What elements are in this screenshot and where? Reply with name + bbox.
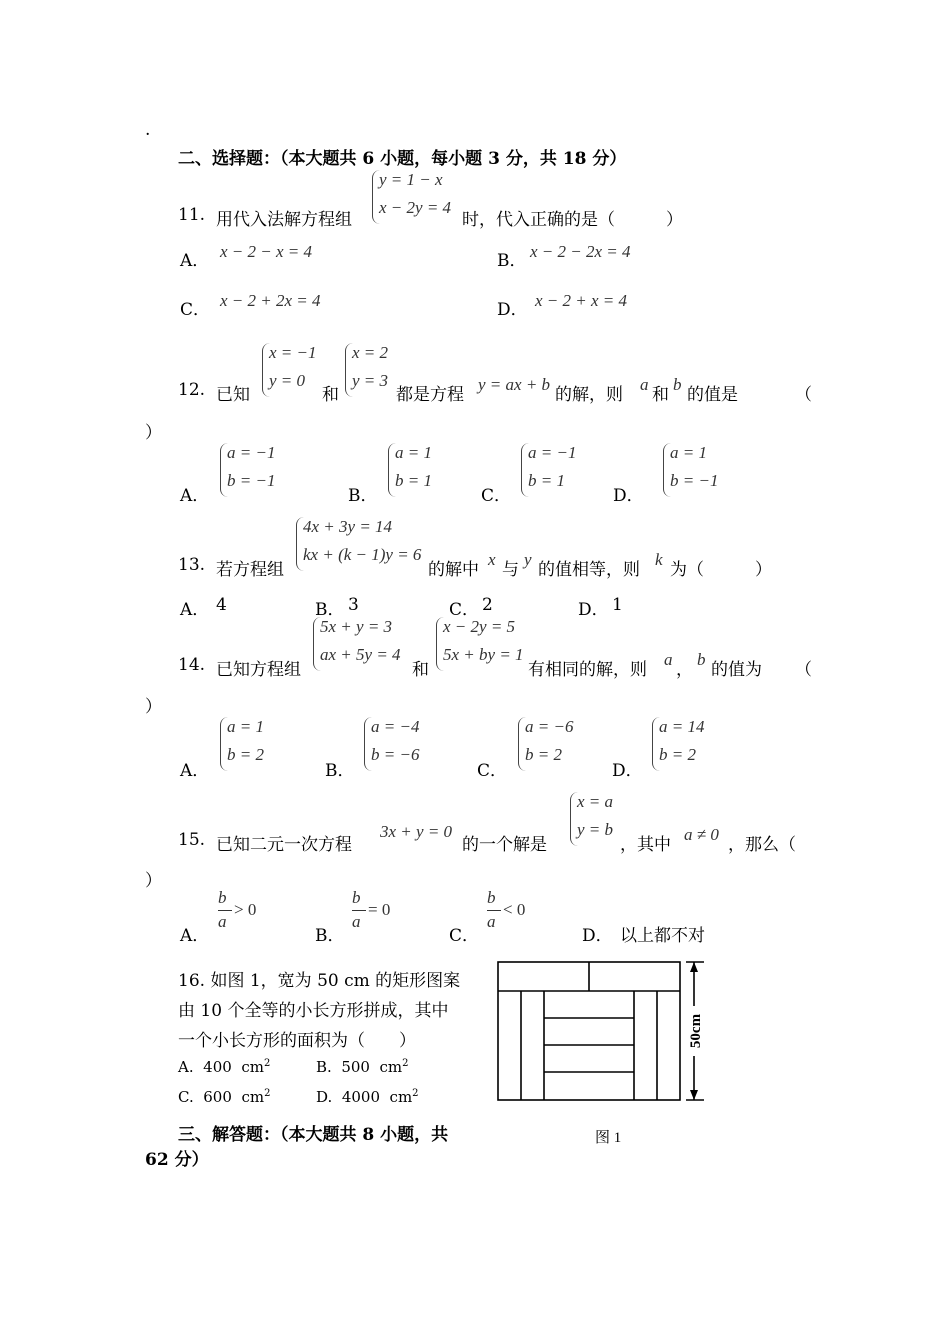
q16-option-a-value: 400 [203, 1058, 232, 1076]
q16-line-3: 一个小长方形的面积为（ ） [178, 1031, 416, 1051]
q13-stem-c: 的值相等，则 [538, 560, 640, 580]
q14-system-2 [436, 617, 529, 671]
q12-option-c-label: C． [481, 486, 512, 506]
q16-option-b-sup: 2 [402, 1058, 409, 1069]
q12-option-a-label: A． [180, 486, 210, 506]
q14-option-d-row1: a = 14 [659, 717, 705, 736]
q15-condition: a ≠ 0 [684, 825, 719, 844]
q13-var-k: k [655, 550, 663, 569]
q16-option-a-label: A. [178, 1058, 194, 1076]
q12-stem-d: 的值是 [687, 385, 738, 405]
q15-option-a-numerator: b [218, 888, 227, 907]
q16-option-b-value: 500 [341, 1058, 370, 1076]
section3-title-line1: 三、解答题：（本大题共 8 小题，共 [178, 1125, 449, 1145]
q14-option-c-system [518, 717, 589, 771]
q13-option-c-label: C． [449, 600, 480, 620]
q16-option-d-unit: cm [389, 1088, 413, 1106]
q14-option-c-row1: a = −6 [525, 717, 574, 736]
q12-equation: y = ax + b [478, 375, 551, 394]
page-dot: . [145, 120, 151, 140]
q14-option-b-label: B． [325, 761, 355, 781]
q12-paren-close: ） [145, 423, 162, 443]
q15-number: 15. [178, 830, 206, 850]
q15-system [570, 792, 621, 846]
q15-option-a-label: A． [180, 926, 210, 946]
q14-option-d-row2: b = 2 [659, 745, 696, 764]
q15-system-row2: y = b [577, 820, 614, 839]
figure-arrow-up-icon [690, 962, 698, 972]
q14-var-a: a [664, 650, 673, 669]
figure-arrow-down-icon [690, 1090, 698, 1100]
q12-system-2-row2: y = 3 [352, 371, 389, 390]
q13-stem-d: 为（ ） [670, 560, 772, 580]
q13-option-d-value: 1 [612, 595, 623, 615]
q11-system [372, 170, 463, 224]
q16-option-b-label: B. [316, 1058, 332, 1076]
q14-number: 14. [178, 655, 206, 675]
q16-option-d-label: D. [316, 1088, 333, 1106]
q14-system-1 [313, 617, 412, 671]
q13-option-b-value: 3 [348, 595, 359, 615]
q14-and: 和 [412, 660, 429, 680]
q12-option-b-row2: b = 1 [395, 471, 432, 490]
q15-stem-c: ，其中 [620, 835, 671, 855]
q11-stem-b: 时，代入正确的是（ ） [462, 210, 683, 230]
q12-option-a-row2: b = −1 [227, 471, 276, 490]
q11-option-a-math: x − 2 − x = 4 [220, 242, 313, 261]
q12-stem-a: 已知 [216, 385, 250, 405]
q15-option-a-fraction [218, 888, 278, 938]
q15-option-c-label: C． [449, 926, 480, 946]
q11-system-row1: y = 1 − x [379, 170, 443, 189]
q12-option-c-system [521, 443, 592, 497]
q12-option-c-row1: a = −1 [528, 443, 577, 462]
q11-system-row2: x − 2y = 4 [379, 198, 452, 217]
q16-option-c-label: C. [178, 1088, 194, 1106]
q12-system-2-row1: x = 2 [352, 343, 389, 362]
q16-option-c [178, 1088, 270, 1106]
q12-option-d-label: D． [613, 486, 644, 506]
q13-number: 13. [178, 555, 206, 575]
q16-option-b-unit: cm [379, 1058, 403, 1076]
q15-option-d-label: D． [582, 926, 613, 946]
q12-system-1-row2: y = 0 [269, 371, 306, 390]
q12-option-c-row2: b = 1 [528, 471, 565, 490]
q14-option-a-system [220, 717, 281, 771]
q12-option-b-system [388, 443, 449, 497]
q14-option-c-row2: b = 2 [525, 745, 562, 764]
q13-yu: 与 [502, 560, 519, 580]
q15-option-b-numerator: b [352, 888, 361, 907]
q15-option-b-label: B． [315, 926, 345, 946]
q14-paren-open: （ [795, 660, 812, 680]
q12-number: 12. [178, 380, 206, 400]
q12-paren-open: （ [795, 385, 812, 405]
q16-option-d-sup: 2 [412, 1088, 419, 1099]
q12-option-b-label: B． [348, 486, 378, 506]
q15-option-d-text: 以上都不对 [620, 926, 705, 946]
q13-system-row1: 4x + 3y = 14 [303, 517, 393, 536]
q12-system-1-row1: x = −1 [269, 343, 317, 362]
q16-option-d-value: 4000 [341, 1088, 380, 1106]
q14-option-a-label: A． [180, 761, 210, 781]
q14-stem-a: 已知方程组 [216, 660, 301, 680]
q16-option-d [316, 1088, 419, 1106]
q16-option-b [316, 1058, 409, 1076]
q15-paren-close: ） [145, 871, 162, 891]
q12-stem-c: 的解，则 [555, 385, 623, 405]
q14-paren-close: ） [145, 697, 162, 717]
figure-dimension-label: 50cm [688, 1006, 706, 1056]
q14-option-c-label: C． [477, 761, 508, 781]
q12-system-1 [262, 343, 323, 397]
q13-option-a-label: A． [180, 600, 210, 620]
section2-title: 二、选择题：（本大题共 6 小题，每小题 3 分，共 18 分） [178, 149, 627, 169]
q14-option-d-label: D． [612, 761, 643, 781]
q13-option-c-value: 2 [482, 595, 493, 615]
q16-line-2: 由 10 个全等的小长方形拼成，其中 [178, 1001, 449, 1021]
fraction-bar [352, 910, 366, 911]
q14-option-d-system [652, 717, 723, 771]
q11-option-c-label: C． [180, 300, 211, 320]
q16-option-a-unit: cm [241, 1058, 264, 1076]
q13-var-x: x [488, 550, 496, 569]
q15-option-b-denominator: a [352, 912, 361, 931]
q13-system [296, 517, 429, 571]
section3-title-line2: 62 分） [145, 1150, 209, 1170]
fraction-bar [218, 910, 232, 911]
fraction-bar [487, 910, 501, 911]
q14-option-a-row2: b = 2 [227, 745, 264, 764]
q13-option-b-label: B． [315, 600, 345, 620]
q15-equation: 3x + y = 0 [380, 822, 453, 841]
q14-comma: ， [676, 660, 693, 680]
q14-system-2-row2: 5x + by = 1 [443, 645, 524, 664]
q14-var-b: b [697, 650, 706, 669]
q12-option-d-system [663, 443, 734, 497]
q11-option-b-math: x − 2 − 2x = 4 [530, 242, 631, 261]
q15-option-c-relation: < 0 [503, 900, 526, 919]
q12-var-b: b [673, 375, 682, 394]
q11-stem-a: 用代入法解方程组 [216, 210, 352, 230]
q16-option-c-unit: cm [241, 1088, 265, 1106]
q12-option-a-row1: a = −1 [227, 443, 276, 462]
q15-system-row1: x = a [577, 792, 614, 811]
q11-option-c-math: x − 2 + 2x = 4 [220, 291, 321, 310]
q13-option-a-value: 4 [216, 595, 227, 615]
q14-option-b-row1: a = −4 [371, 717, 420, 736]
q11-option-d-math: x − 2 + x = 4 [535, 291, 628, 310]
q15-stem-b: 的一个解是 [462, 835, 547, 855]
q12-option-a-system [220, 443, 291, 497]
q12-stem-b: 都是方程 [396, 385, 464, 405]
q16-option-c-value: 600 [203, 1088, 232, 1106]
q15-stem-d: ，那么（ [728, 835, 796, 855]
q11-number: 11. [178, 205, 206, 225]
q15-option-a-denominator: a [218, 912, 227, 931]
q11-option-a-label: A． [180, 251, 210, 271]
q12-var-a: a [640, 375, 649, 394]
q13-stem-a: 若方程组 [216, 560, 284, 580]
q14-stem-b: 有相同的解，则 [528, 660, 647, 680]
q13-stem-b: 的解中 [428, 560, 479, 580]
q12-system-2 [345, 343, 396, 397]
q14-option-b-system [364, 717, 435, 771]
q15-option-b-relation: = 0 [368, 900, 391, 919]
q15-stem-a: 已知二元一次方程 [216, 835, 352, 855]
q12-he: 和 [652, 385, 669, 405]
q16-option-a [178, 1058, 270, 1076]
q15-option-c-numerator: b [487, 888, 496, 907]
q14-option-a-row1: a = 1 [227, 717, 264, 736]
rectangle-pattern-figure [494, 958, 714, 1106]
q16-option-c-sup: 2 [264, 1088, 271, 1099]
q13-system-row2: kx + (k − 1)y = 6 [303, 545, 422, 564]
q15-option-a-relation: > 0 [234, 900, 257, 919]
figure-caption: 图 1 [595, 1130, 622, 1146]
q13-var-y: y [524, 550, 532, 569]
q16-line-1: 16. 如图 1，宽为 50 cm 的矩形图案 [178, 971, 461, 991]
q11-option-d-label: D． [497, 300, 528, 320]
q12-option-b-row1: a = 1 [395, 443, 432, 462]
q14-stem-c: 的值为 [711, 660, 762, 680]
q12-and: 和 [322, 385, 339, 405]
q15-option-c-denominator: a [487, 912, 496, 931]
q13-option-d-label: D． [578, 600, 609, 620]
q16-option-a-sup: 2 [263, 1058, 271, 1069]
q12-option-d-row1: a = 1 [670, 443, 707, 462]
q11-option-b-label: B． [497, 251, 527, 271]
q14-option-b-row2: b = −6 [371, 745, 420, 764]
q15-option-b-fraction [352, 888, 412, 938]
q15-option-c-fraction [487, 888, 547, 938]
q14-system-1-row2: ax + 5y = 4 [320, 645, 401, 664]
q14-system-2-row1: x − 2y = 5 [443, 617, 516, 636]
q12-option-d-row2: b = −1 [670, 471, 719, 490]
q14-system-1-row1: 5x + y = 3 [320, 617, 393, 636]
